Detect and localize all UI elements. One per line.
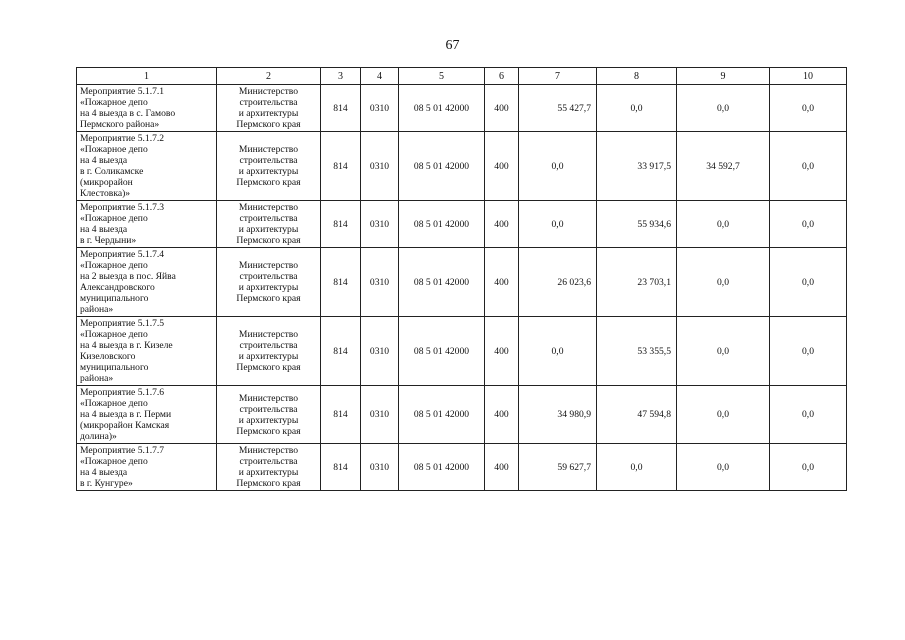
column-header-9: 9 [677,68,770,85]
col4-cell: 0310 [361,248,399,317]
col3-cell: 814 [321,248,361,317]
measure-name-cell: Мероприятие 5.1.7.2 «Пожарное депо на 4 выезда в г. Соликамске (микрорайон Клестовка)» [77,132,217,201]
col4-cell: 0310 [361,317,399,386]
col10-cell: 0,0 [770,444,847,491]
col9-cell: 0,0 [677,386,770,444]
table-row [77,386,847,444]
measure-name-cell: Мероприятие 5.1.7.5 «Пожарное депо на 4 выезда в г. Кизеле Кизеловского муниципального района» [77,317,217,386]
measure-name-cell: Мероприятие 5.1.7.3 «Пожарное депо на 4 выезда в г. Чердыни» [77,201,217,248]
col5-cell: 08 5 01 42000 [399,317,485,386]
col6-cell: 400 [485,132,519,201]
col10-cell: 0,0 [770,201,847,248]
measure-name-cell: Мероприятие 5.1.7.7 «Пожарное депо на 4 выезда в г. Кунгуре» [77,444,217,491]
page-number: 67 [445,38,460,53]
col7-cell: 0,0 [519,132,597,201]
col6-cell: 400 [485,85,519,132]
table-row [77,132,847,201]
col10-cell: 0,0 [770,248,847,317]
responsible-org-cell: Министерство строительства и архитектуры Пермского края [217,248,321,317]
measure-name-cell: Мероприятие 5.1.7.4 «Пожарное депо на 2 выезда в пос. Яйва Александровского муниципального района» [77,248,217,317]
column-header-2: 2 [217,68,321,85]
column-header-4: 4 [361,68,399,85]
col6-cell: 400 [485,201,519,248]
col10-cell: 0,0 [770,132,847,201]
col4-cell: 0310 [361,132,399,201]
col3-cell: 814 [321,317,361,386]
col5-cell: 08 5 01 42000 [399,248,485,317]
column-header-3: 3 [321,68,361,85]
col6-cell: 400 [485,444,519,491]
header-row [77,68,847,85]
column-header-10: 10 [770,68,847,85]
col10-cell: 0,0 [770,386,847,444]
col4-cell: 0310 [361,201,399,248]
col9-cell: 0,0 [677,85,770,132]
table-row [77,248,847,317]
col5-cell: 08 5 01 42000 [399,444,485,491]
column-header-6: 6 [485,68,519,85]
table-row [77,317,847,386]
col5-cell: 08 5 01 42000 [399,85,485,132]
col4-cell: 0310 [361,444,399,491]
col9-cell: 34 592,7 [677,132,770,201]
col8-cell: 0,0 [597,444,677,491]
col3-cell: 814 [321,201,361,248]
col8-cell: 53 355,5 [597,317,677,386]
responsible-org-cell: Министерство строительства и архитектуры Пермского края [217,317,321,386]
column-header-5: 5 [399,68,485,85]
responsible-org-cell: Министерство строительства и архитектуры Пермского края [217,132,321,201]
col7-cell: 55 427,7 [519,85,597,132]
col7-cell: 0,0 [519,317,597,386]
col9-cell: 0,0 [677,201,770,248]
col8-cell: 23 703,1 [597,248,677,317]
col7-cell: 26 023,6 [519,248,597,317]
col3-cell: 814 [321,444,361,491]
measure-name-cell: Мероприятие 5.1.7.1 «Пожарное депо на 4 выезда в с. Гамово Пермского района» [77,85,217,132]
responsible-org-cell: Министерство строительства и архитектуры Пермского края [217,85,321,132]
responsible-org-cell: Министерство строительства и архитектуры Пермского края [217,386,321,444]
col6-cell: 400 [485,317,519,386]
column-header-8: 8 [597,68,677,85]
col8-cell: 55 934,6 [597,201,677,248]
col7-cell: 0,0 [519,201,597,248]
col10-cell: 0,0 [770,85,847,132]
col8-cell: 33 917,5 [597,132,677,201]
col4-cell: 0310 [361,85,399,132]
col5-cell: 08 5 01 42000 [399,201,485,248]
responsible-org-cell: Министерство строительства и архитектуры Пермского края [217,444,321,491]
measure-name-cell: Мероприятие 5.1.7.6 «Пожарное депо на 4 выезда в г. Перми (микрорайон Камская долина)» [77,386,217,444]
table-row [77,85,847,132]
responsible-org-cell: Министерство строительства и архитектуры Пермского края [217,201,321,248]
col9-cell: 0,0 [677,317,770,386]
col9-cell: 0,0 [677,444,770,491]
table-row [77,444,847,491]
col7-cell: 59 627,7 [519,444,597,491]
col8-cell: 47 594,8 [597,386,677,444]
col3-cell: 814 [321,132,361,201]
col6-cell: 400 [485,386,519,444]
budget-table [76,67,847,491]
col6-cell: 400 [485,248,519,317]
col7-cell: 34 980,9 [519,386,597,444]
col4-cell: 0310 [361,386,399,444]
column-header-7: 7 [519,68,597,85]
col9-cell: 0,0 [677,248,770,317]
column-header-1: 1 [77,68,217,85]
col5-cell: 08 5 01 42000 [399,132,485,201]
col10-cell: 0,0 [770,317,847,386]
col8-cell: 0,0 [597,85,677,132]
col5-cell: 08 5 01 42000 [399,386,485,444]
col3-cell: 814 [321,386,361,444]
col3-cell: 814 [321,85,361,132]
table-row [77,201,847,248]
